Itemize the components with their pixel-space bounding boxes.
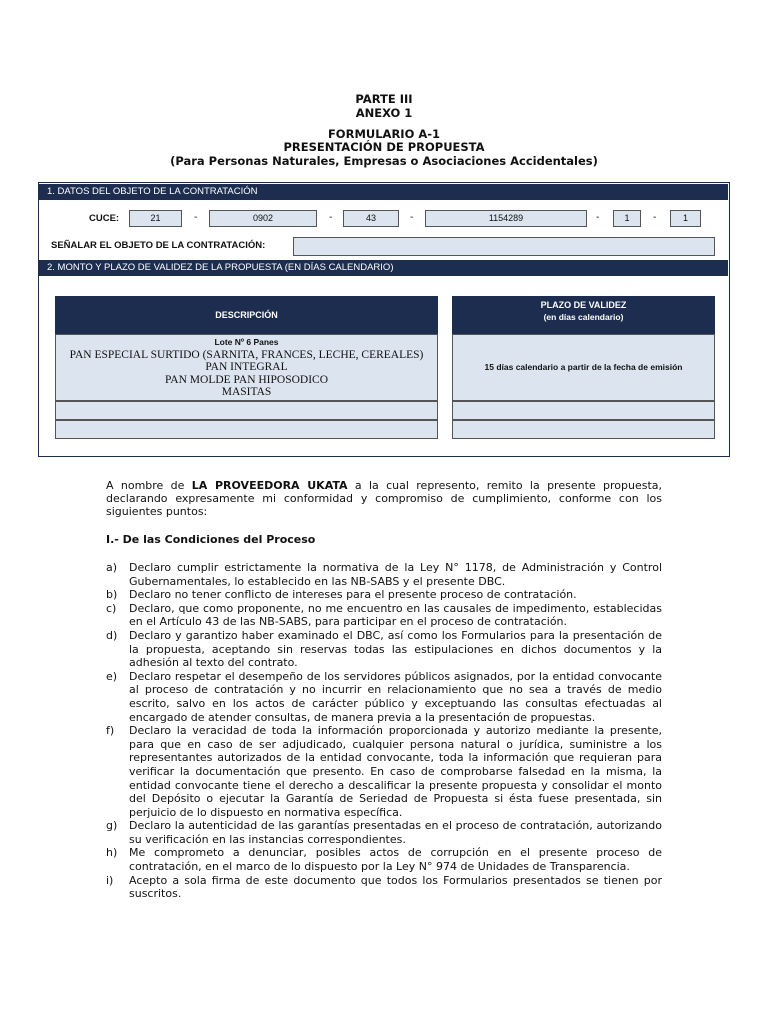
plazo-header <box>452 296 715 334</box>
section-1-header: 1. DATOS DEL OBJETO DE LA CONTRATACIÓN <box>39 184 728 200</box>
presentacion-title: PRESENTACIÓN DE PROPUESTA <box>283 140 485 154</box>
item-text: Declaro no tener conflicto de intereses para el presente proceso de contratación. <box>129 588 577 602</box>
cuce-field-4[interactable]: 1154289 <box>425 210 587 227</box>
section-2-header: 2. MONTO Y PLAZO DE VALIDEZ DE LA PROPUESTA (EN DÍAS CALENDARIO) <box>39 260 728 276</box>
cuce-separator: - <box>410 212 414 223</box>
list-item <box>106 874 662 901</box>
item-marker: c) <box>106 601 117 615</box>
item-marker: f) <box>106 724 115 738</box>
section-i-title: I.- De las Condiciones del Proceso <box>106 533 316 546</box>
cuce-separator: - <box>329 212 333 223</box>
list-item <box>106 819 662 846</box>
formulario-title: FORMULARIO A-1 <box>327 127 441 141</box>
description-line: PAN MOLDE PAN HIPOSODICO <box>164 373 329 386</box>
plazo-header-line-1: PLAZO DE VALIDEZ <box>540 300 627 310</box>
description-header: DESCRIPCIÓN <box>55 296 438 334</box>
list-item <box>106 846 662 873</box>
item-text: Declaro y garantizo haber examinado el DBC, así como los Formularios para la presentación de la propuesta, aceptando sin reservas todas las estipulaciones en dichos documentos y la adhesión al texto del contrato. <box>129 628 662 670</box>
item-text: Me comprometo a denunciar, posibles actos de corrupción en el presente proceso de contratación, en el marco de lo dispuesto por la Ley N° 974 de Unidades de Transparencia. <box>129 846 662 874</box>
list-item <box>106 561 662 588</box>
list-item <box>106 629 662 670</box>
cuce-field-6[interactable]: 1 <box>670 210 701 227</box>
plazo-cell: 15 días calendario a partir de la fecha de emisión <box>452 334 715 401</box>
objeto-input[interactable] <box>293 237 715 256</box>
description-empty-row[interactable] <box>55 420 438 439</box>
cuce-separator: - <box>194 212 198 223</box>
intro-suffix: a la cual represento, remito la presente propuesta, declarando expresamente mi conformidad y compromiso de cumplimiento, conforme con los siguientes puntos: <box>106 479 662 518</box>
lote-label: Lote Nº 6 Panes <box>214 337 279 347</box>
intro-prefix: A nombre de <box>106 479 192 492</box>
item-text: Declaro respetar el desempeño de los servidores públicos asignados, por la entidad convocante al proceso de contratación y no incurrir en relacionamiento que no sea a través de medio escrito, salvo en los actos de carácter público y exceptuando las consultas efectuadas al encargado de atender consultas, de manera previa a la presentación de propuestas. <box>129 669 662 724</box>
cuce-field-2[interactable]: 0902 <box>209 210 317 227</box>
list-item <box>106 602 662 629</box>
item-text: Declaro la veracidad de toda la información proporcionada y autorizo mediante la presente, para que en caso de ser adjudicado, cualquier persona natural o jurídica, suministre a los representantes autorizados de la entidad convocante, toda la información que requieran para verificar la documentación que presento. En caso de comprobarse falsedad en la misma, la entidad convocante tiene el derecho a descalificar la presente propuesta y consolidar el monto del Depósito o ejecutar la Garantía de Seriedad de Propuesta si ésta fuese presentada, sin perjuicio de lo dispuesto en normativa específica. <box>129 724 662 819</box>
item-marker: b) <box>106 588 118 602</box>
description-empty-row[interactable] <box>55 401 438 420</box>
cuce-separator: - <box>653 212 657 223</box>
parte-title: PARTE III <box>355 92 413 106</box>
description-line: PAN ESPECIAL SURTIDO (SARNITA, FRANCES, LECHE, CEREALES) <box>69 348 424 361</box>
cuce-separator: - <box>596 212 600 223</box>
form-box <box>38 182 730 457</box>
cuce-field-1[interactable]: 21 <box>129 210 182 227</box>
item-marker: g) <box>106 819 118 833</box>
objeto-label: SEÑALAR EL OBJETO DE LA CONTRATACIÓN: <box>51 240 266 251</box>
description-line: MASITAS <box>221 386 272 398</box>
subtitle: (Para Personas Naturales, Empresas o Asociaciones Accidentales) <box>170 154 598 168</box>
item-text: Declaro la autenticidad de las garantías presentadas en el proceso de contratación, autorizando su verificación en las instancias correspondientes. <box>129 819 662 846</box>
cuce-field-3[interactable]: 43 <box>343 210 399 227</box>
item-text: Acepto a sola firma de este documento que todos los Formularios presentados se tienen por suscritos. <box>129 873 662 901</box>
item-marker: i) <box>106 873 114 887</box>
list-item <box>106 724 662 819</box>
plazo-header-line-2: (en días calendario) <box>543 312 624 322</box>
item-marker: h) <box>106 846 118 860</box>
cuce-field-5[interactable]: 1 <box>613 210 641 227</box>
intro-paragraph <box>106 479 662 518</box>
item-text: Declaro, que como proponente, no me encuentro en las causales de impedimento, establecidas en el Artículo 43 de las NB-SABS, para participar en el proceso de contratación. <box>129 601 662 629</box>
plazo-empty-row[interactable] <box>452 420 715 439</box>
item-marker: a) <box>106 561 118 574</box>
list-item <box>106 670 662 724</box>
item-marker: d) <box>106 628 118 642</box>
item-text: Declaro cumplir estrictamente la normativa de la Ley N° 1178, de Administración y Control Gubernamentales, lo establecido en las NB-SABS y el presente DBC. <box>129 561 662 588</box>
cuce-label: CUCE: <box>89 213 120 224</box>
description-cell <box>55 334 438 401</box>
item-marker: e) <box>106 669 118 683</box>
plazo-empty-row[interactable] <box>452 401 715 420</box>
anexo-title: ANEXO 1 <box>355 106 413 120</box>
description-line: PAN INTEGRAL <box>205 361 288 373</box>
company-name: LA PROVEEDORA UKATA <box>191 479 348 492</box>
list-item <box>106 588 662 602</box>
conditions-list <box>106 561 662 901</box>
